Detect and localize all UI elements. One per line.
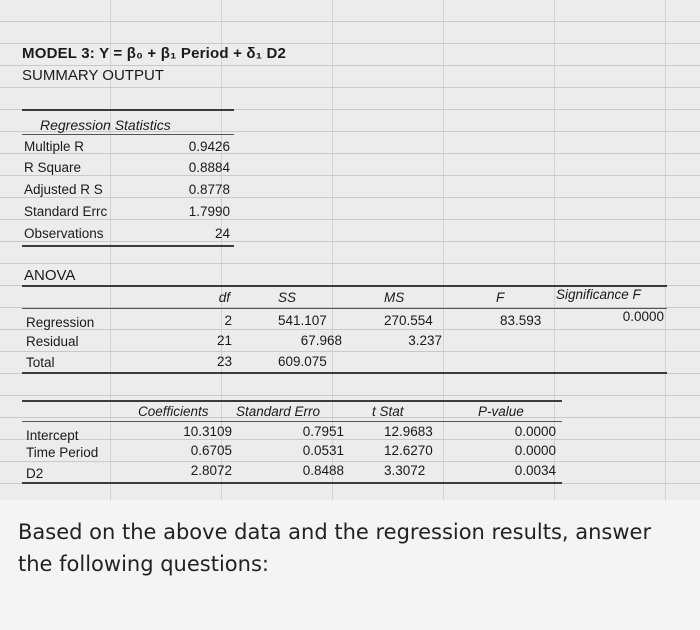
regstats-value: 1.7990 (188, 204, 230, 219)
anova-df: 23 (216, 354, 232, 369)
coef-stderr: 0.0531 (302, 443, 344, 458)
anova-header-sigf: Significance F (556, 287, 641, 302)
anova-bottom-rule (22, 372, 667, 374)
regstats-label: Multiple R (24, 139, 85, 154)
coef-header-pvalue: P-value (478, 404, 524, 419)
coef-top-rule (22, 400, 562, 402)
coef-header-tstat: t Stat (372, 404, 404, 419)
anova-f: 83.593 (500, 313, 542, 328)
anova-df: 2 (224, 313, 232, 328)
anova-row-label: Total (26, 355, 55, 370)
anova-ms: 3.237 (408, 333, 442, 348)
coef-pvalue: 0.0034 (514, 463, 556, 478)
anova-header-f: F (496, 290, 505, 305)
anova-header-ss: SS (278, 290, 297, 305)
question-text: Based on the above data and the regression results, answer the following questions: (18, 520, 652, 576)
anova-sigf: 0.0000 (622, 309, 664, 324)
regstats-bottom-rule (22, 245, 234, 247)
anova-header-df: df (218, 290, 230, 305)
coef-pvalue: 0.0000 (514, 443, 556, 458)
regstats-value: 0.8778 (188, 182, 230, 197)
regstats-top-rule (22, 109, 234, 111)
regstats-label: Adjusted R S (24, 182, 103, 197)
anova-df: 21 (216, 333, 232, 348)
regstats-value: 0.8884 (188, 160, 230, 175)
anova-ss: 541.107 (278, 313, 327, 328)
anova-header-rule (22, 308, 667, 309)
coef-bottom-rule (22, 482, 562, 484)
anova-ms: 270.554 (384, 313, 433, 328)
coef-header-stderr: Standard Erro (236, 404, 321, 419)
coef-tstat: 12.6270 (384, 443, 433, 458)
coef-pvalue: 0.0000 (514, 424, 556, 439)
anova-ss: 67.968 (300, 333, 342, 348)
coef-header-coefficients: Coefficients (138, 404, 209, 419)
coef-header-rule (22, 421, 562, 422)
coef-value: 2.8072 (190, 463, 232, 478)
regstats-header: Regression Statistics (40, 117, 171, 133)
regstats-label: Standard Errc (24, 204, 108, 219)
regstats-value: 24 (214, 226, 230, 241)
coef-tstat: 12.9683 (384, 424, 433, 439)
anova-label: ANOVA (24, 267, 76, 284)
coef-row-label: D2 (26, 466, 44, 481)
coef-row-label: Time Period (26, 445, 99, 460)
coef-value: 0.6705 (190, 443, 232, 458)
summary-output-label: SUMMARY OUTPUT (22, 67, 164, 84)
model-title: MODEL 3: Y = β₀ + β₁ Period + δ₁ D2 (22, 45, 287, 62)
regstats-label: R Square (24, 160, 82, 175)
regstats-label: Observations (24, 226, 104, 241)
coef-row-label: Intercept (26, 428, 79, 443)
coef-value: 10.3109 (183, 424, 232, 439)
anova-row-label: Regression (26, 315, 95, 330)
coef-tstat: 3.3072 (384, 463, 426, 478)
coef-stderr: 0.8488 (302, 463, 344, 478)
anova-ss: 609.075 (278, 354, 327, 369)
anova-row-label: Residual (26, 334, 79, 349)
anova-header-ms: MS (384, 290, 405, 305)
regstats-value: 0.9426 (188, 139, 230, 154)
coef-stderr: 0.7951 (302, 424, 344, 439)
regstats-header-rule (22, 134, 234, 135)
